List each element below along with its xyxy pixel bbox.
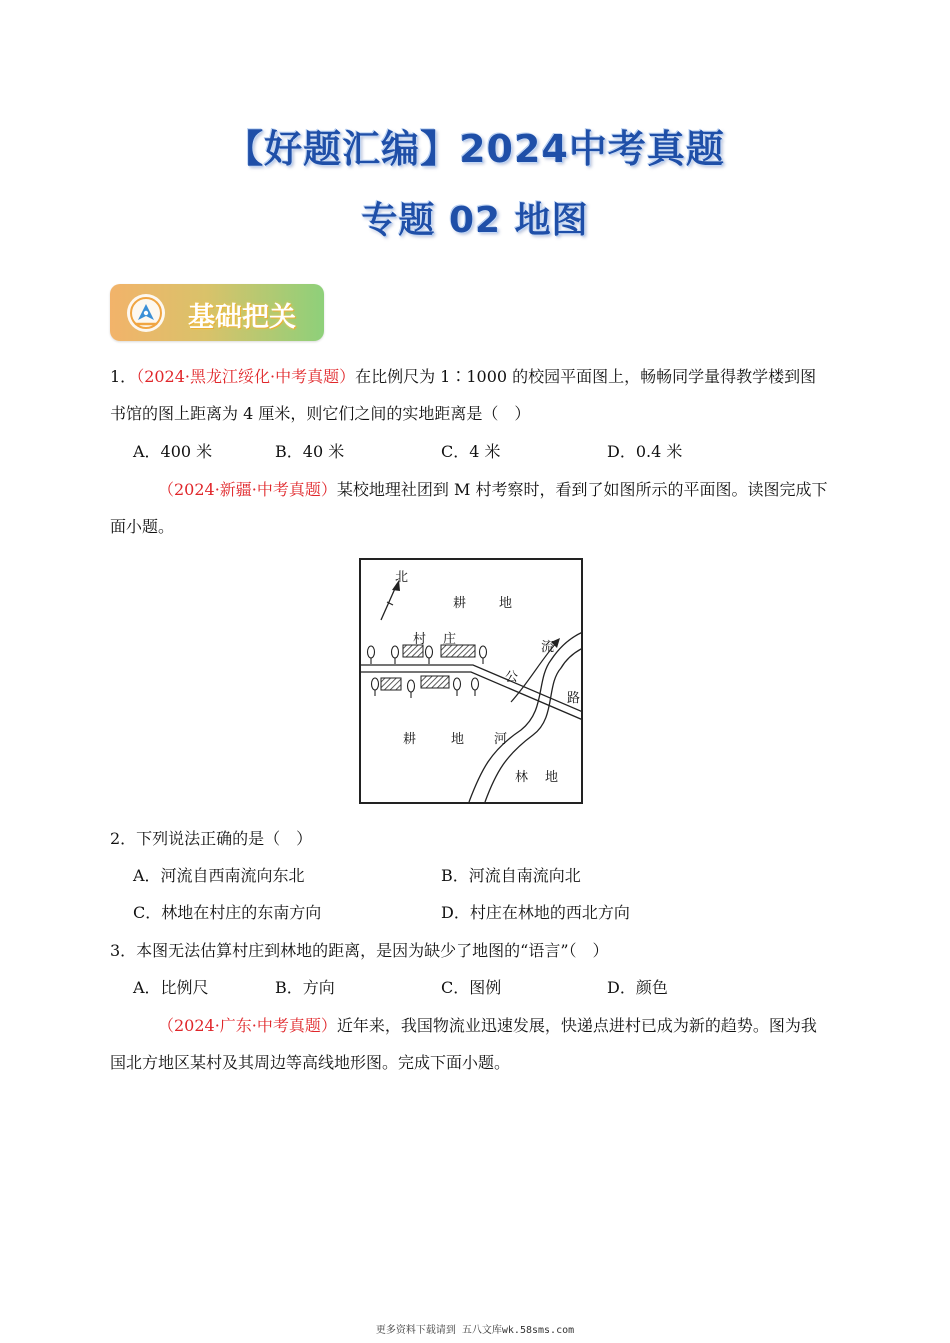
farmland-top-char-1: 耕 xyxy=(453,596,467,611)
village-char-1: 村 xyxy=(413,632,427,647)
question-text: 在比例尺为 1∶1000 的校园平面图上，畅畅同学量得教学楼到图 xyxy=(355,367,817,386)
q2-option-d: D．村庄在林地的西北方向 xyxy=(441,903,630,922)
q3-option-d: D．颜色 xyxy=(607,978,668,997)
q1-option-b: B．40 米 xyxy=(275,442,345,461)
group-text: 某校地理社团到 M 村考察时，看到了如图所示的平面图。读图完成下 xyxy=(336,480,828,499)
question-1-continued: 书馆的图上距离为 4 厘米，则它们之间的实地距离是（ ） xyxy=(110,404,531,423)
q3-option-a: A．比例尺 xyxy=(133,978,209,997)
page-footer: 更多资料下载请到 五八文库wk.58sms.com xyxy=(375,1325,575,1336)
question-1 xyxy=(110,366,816,388)
village-char-2: 庄 xyxy=(443,632,457,647)
group-text: 近年来，我国物流业迅速发展，快递点进村已成为新的趋势。图为我 xyxy=(336,1016,817,1035)
group-1-intro-continued: 面小题。 xyxy=(110,517,175,536)
road-label-char-1: 公 xyxy=(505,670,519,685)
group-source: （2024·新疆·中考真题） xyxy=(158,480,337,499)
document-subtitle: 专题 02 地图 xyxy=(361,200,589,241)
q1-option-a: A．400 米 xyxy=(133,442,213,461)
farmland-bottom-char-2: 地 xyxy=(451,732,465,747)
building-4 xyxy=(421,676,449,688)
forest-char-1: 林 xyxy=(515,770,529,785)
q1-option-d: D．0.4 米 xyxy=(607,442,683,461)
question-source: （2024·黑龙江绥化·中考真题） xyxy=(136,367,356,386)
section-badge-label: 基础把关 xyxy=(188,302,296,333)
river-label-char-2: 河 xyxy=(494,732,508,747)
q3-option-c: C．图例 xyxy=(441,978,502,997)
q1-option-c: C．4 米 xyxy=(441,442,501,461)
question-number: 1． xyxy=(110,367,137,386)
q3-option-b: B．方向 xyxy=(275,978,335,997)
village-map xyxy=(359,558,583,804)
q2-option-c: C．林地在村庄的东南方向 xyxy=(133,903,322,922)
north-label: 北 xyxy=(395,570,409,585)
north-arrow-icon xyxy=(381,580,400,620)
document-title: 【好题汇编】2024中考真题 xyxy=(225,127,725,171)
question-2: 2．下列说法正确的是（ ） xyxy=(110,829,313,848)
farmland-bottom-char-1: 耕 xyxy=(403,732,417,747)
group-source: （2024·广东·中考真题） xyxy=(158,1016,337,1035)
river-label-char-1: 流 xyxy=(541,640,555,655)
group-2-intro-continued: 国北方地区某村及其周边等高线地形图。完成下面小题。 xyxy=(110,1053,511,1072)
section-badge xyxy=(110,284,324,341)
q2-option-a: A．河流自西南流向东北 xyxy=(133,866,305,885)
forest-char-2: 地 xyxy=(545,770,559,785)
group-2-intro xyxy=(158,1015,817,1037)
group-1-intro xyxy=(158,479,827,501)
pen-nib-icon xyxy=(126,293,166,333)
question-3: 3．本图无法估算村庄到林地的距离，是因为缺少了地图的“语言”（ ） xyxy=(110,941,609,960)
q2-option-b: B．河流自南流向北 xyxy=(441,866,581,885)
road-label-char-2: 路 xyxy=(567,691,581,706)
building-3 xyxy=(381,678,401,690)
farmland-top-char-2: 地 xyxy=(499,596,513,611)
